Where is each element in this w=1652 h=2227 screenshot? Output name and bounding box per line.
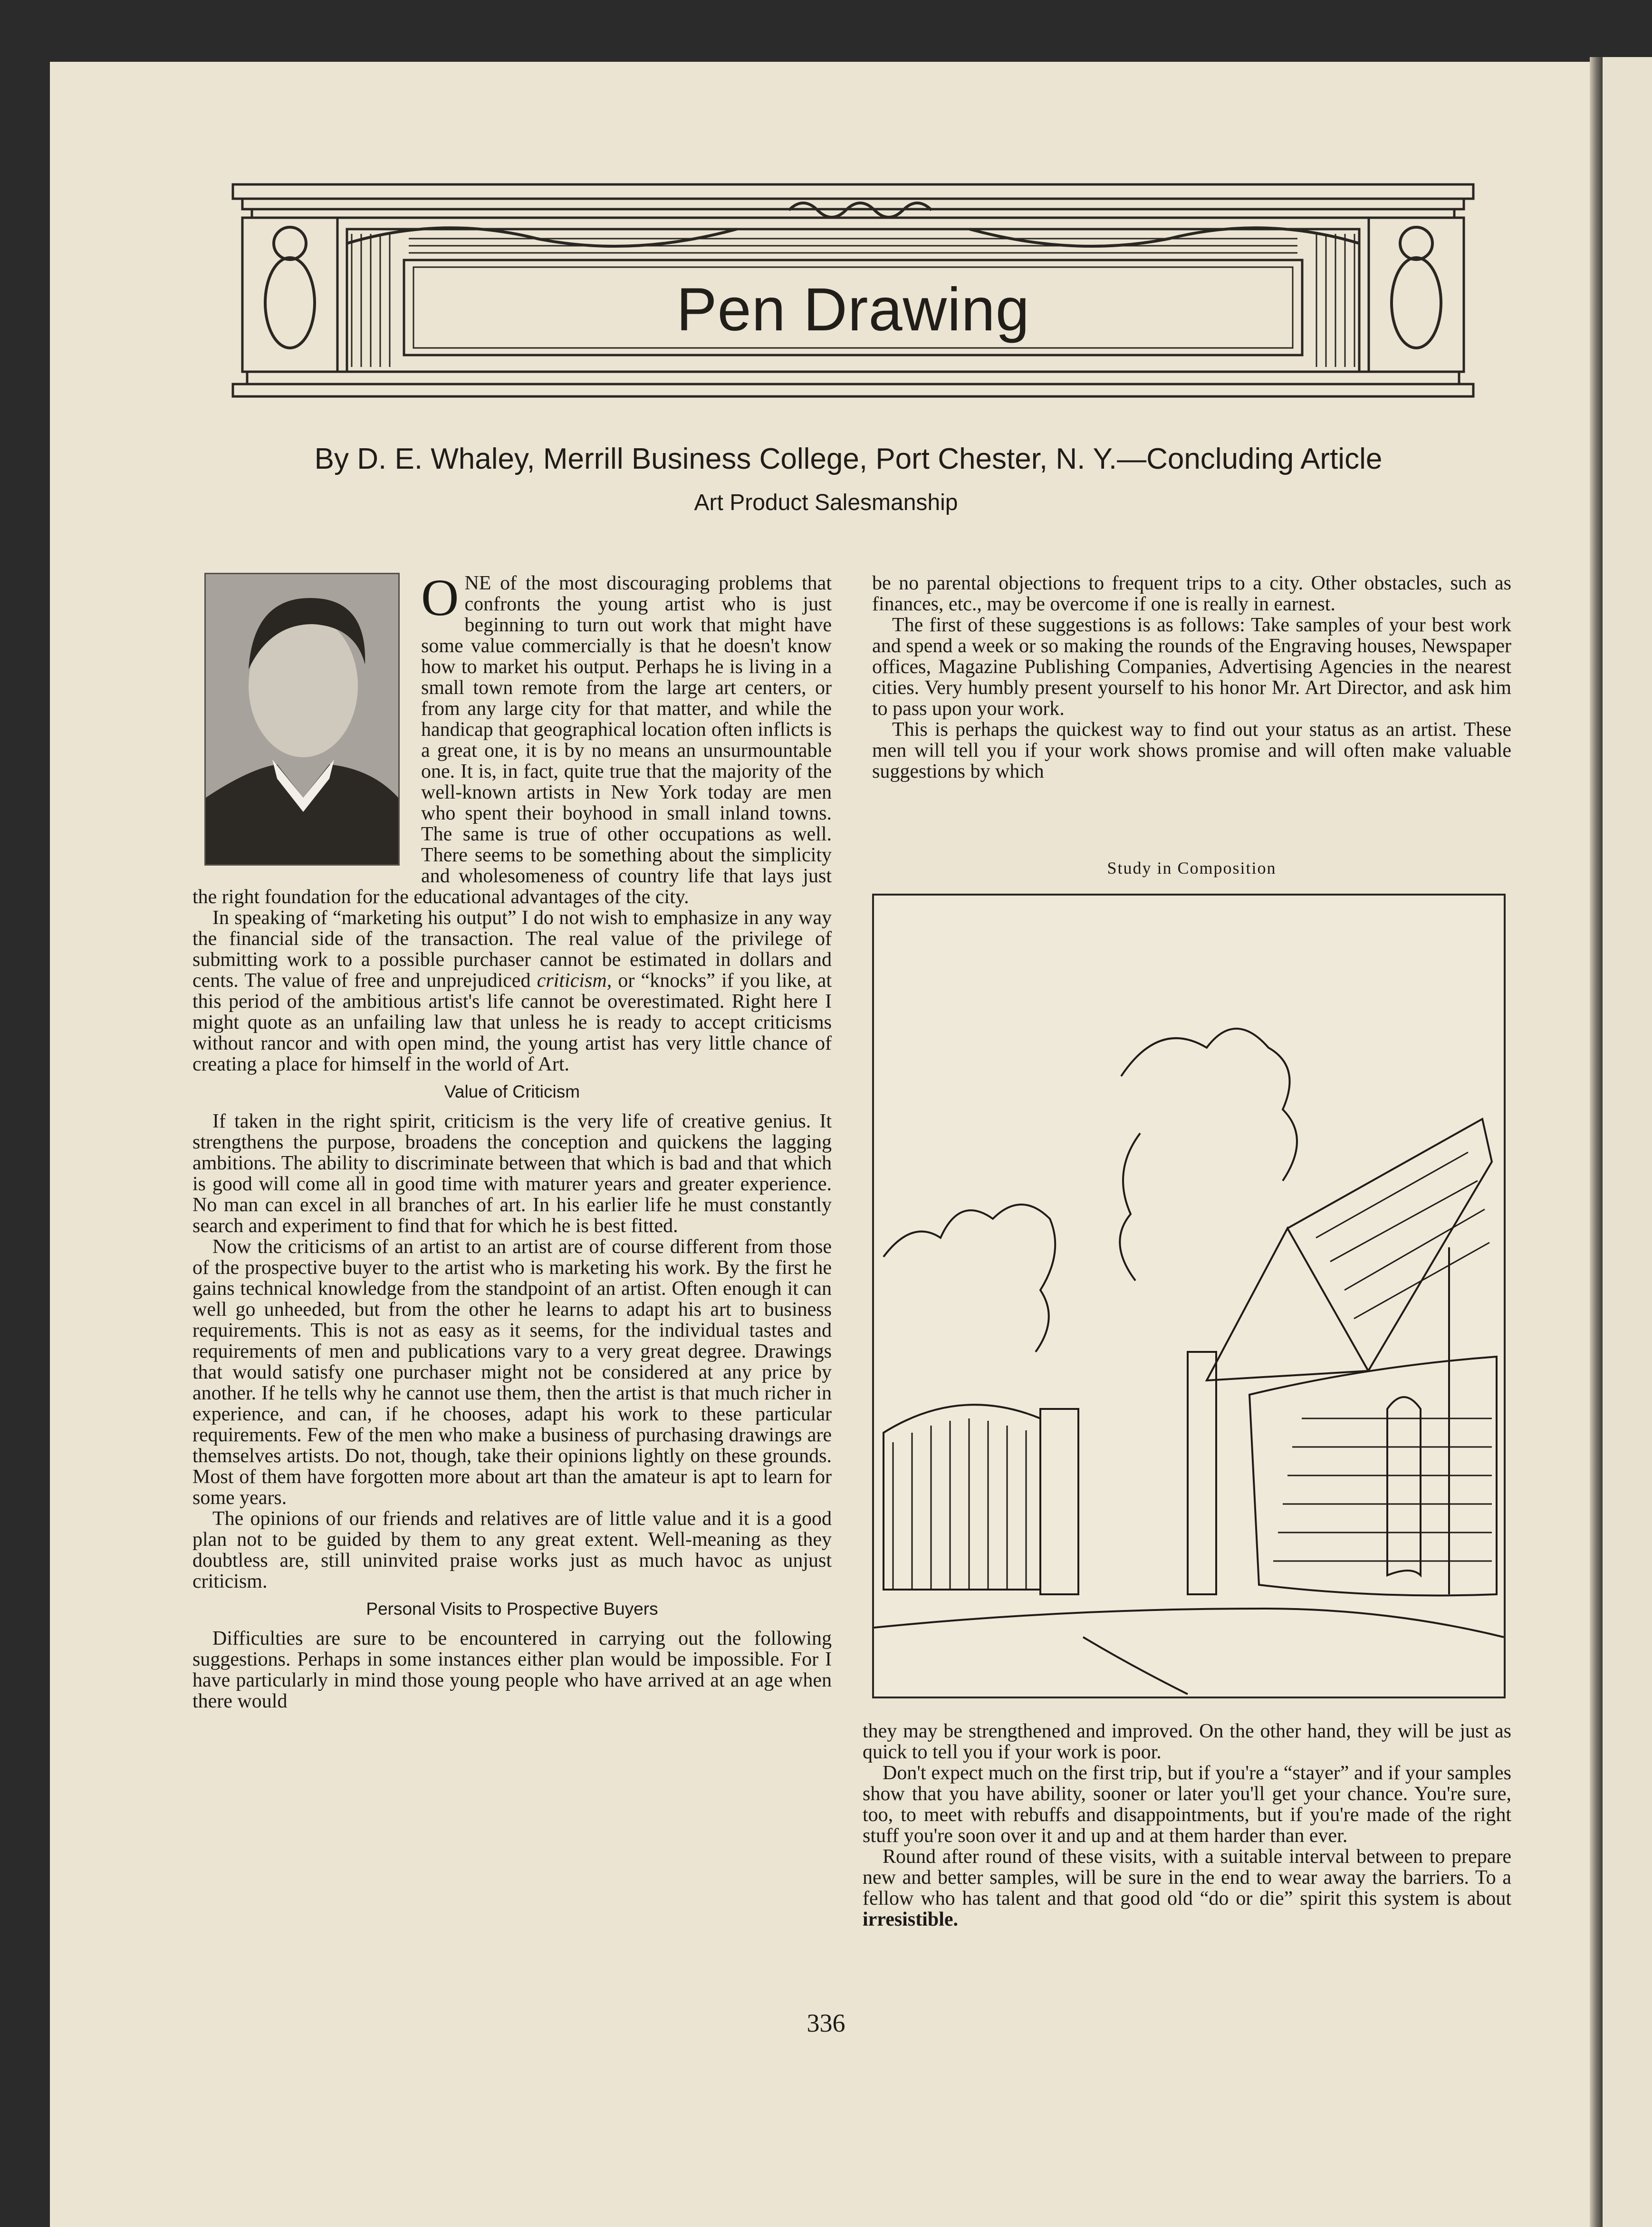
page-number: 336	[807, 2009, 845, 2037]
italic-emphasis: criticism,	[537, 970, 612, 992]
page-gutter	[1590, 57, 1603, 2227]
left-column	[192, 569, 832, 1712]
header-banner	[228, 177, 1478, 404]
paragraph: Now the criticisms of an artist to an artist are of course different from those of the prospective buyer to the artist who is marketing his work. By the first he gains technical knowledge from the standpoint of an artist. Often enough it can well go unheeded, but from the other he learns to adapt his art to business requirements. This is not as easy as it seems, for the individual tastes and requirements of men and publications vary to a very great degree. Drawings that would satisfy one purchaser might not be considered at any price by another. If he tells why he cannot use them, then the artist is that much richer in experience, and can, if he chooses, adapt his work to these particular requirements. Few of the men who make a business of purchasing drawings are themselves artists. Do not, though, take their opinions lightly on these grounds. Most of them have forgotten more about art than the amateur is apt to learn for some years.	[192, 1236, 832, 1509]
paragraph: they may be strengthened and improved. On the other hand, they will be just as quick to tell you if your work is poor.	[863, 1720, 1511, 1763]
article-title: Pen Drawing	[676, 276, 1030, 344]
adjacent-page-edge	[1603, 57, 1652, 2227]
pen-drawing-illustration	[872, 894, 1506, 1698]
illustration-image	[874, 896, 1504, 1697]
article-subtitle: Art Product Salesmanship	[694, 490, 958, 515]
right-column-top	[872, 573, 1511, 782]
bold-emphasis: irresistible.	[863, 1909, 959, 1930]
byline: By D. E. Whaley, Merrill Business College, Port Chester, N. Y.—Concluding Article	[314, 443, 1383, 475]
paragraph: Difficulties are sure to be encountered in carrying out the following suggestions. Perhaps in some instances either plan would be impossible. For I have particularly in mind those young people who have arrived at an age when there would	[192, 1628, 832, 1712]
paragraph: The first of these suggestions is as follows: Take samples of your best work and spend a week or so making the rounds of the Engraving houses, Newspaper offices, Magazine Publishing Companies, Advertising Agencies in the nearest cities. Very humbly present yourself to his honor Mr. Art Director, and ask him to pass upon your work.	[872, 614, 1511, 720]
drop-cap: O	[421, 569, 459, 627]
paragraph: This is perhaps the quickest way to find out your status as an artist. These men will tell you if your work shows promise and will often make valuable suggestions by which	[872, 719, 1511, 782]
paragraph: Round after round of these visits, with a suitable interval between to prepare new and better samples, will be sure in the end to wear away the barriers. To a fellow who has talent and that good old “do or die” spirit this system is about	[863, 1846, 1511, 1909]
portrait-image	[206, 574, 398, 864]
paragraph: The opinions of our friends and relatives are of little value and it is a good plan not to be guided by them to any great extent. Well-meaning as they doubtless are, still uninvited praise works just as much havoc as unjust criticism.	[192, 1508, 832, 1592]
paragraph: Don't expect much on the first trip, but if you're a “stayer” and if your samples show that you have ability, sooner or later you'll get your chance. You're sure, too, to meet with rebuffs and disappointments, but if you're made of the right stuff you're soon over it and up and at them harder than ever.	[863, 1762, 1511, 1847]
paragraph: If taken in the right spirit, criticism is the very life of creative genius. It strengthens the purpose, broadens the conception and quickens the lagging ambitions. The ability to discriminate between that which is bad and that which is good will come all in good time with maturer years and greater experience. No man can excel in all branches of art. In his earlier life he must constantly search and experiment to find that for which he is best fitted.	[192, 1110, 832, 1237]
author-portrait	[204, 573, 400, 866]
paragraph: In speaking of “marketing his output” I do not wish to emphasize in any way the financial side of the transaction. The real value of the privilege of submitting work to a possible purchaser cannot be estimated in dollars and cents. The value of free and unprejudiced	[192, 907, 832, 992]
paragraph: NE of the most discouraging problems that confronts the young artist who is just beginning to turn out work that might have some value commercially is that he doesn't know how to market his output. Perhaps he is living in a small town remote from the large art centers, or from any large city for that matter, and while the handicap that geographical location often inflicts is a great one, it is by no means an unsurmountable one. It is, in fact, quite true that the majority of the well-known artists in New York today are men who spent their boyhood in small inland towns. The same is true of other occupations as well. There seems to be something about the simplicity and wholesomeness of country life that lays just the right foundation for the educational advantages of the city.	[192, 572, 832, 908]
section-heading-value-of-criticism: Value of Criticism	[444, 1082, 580, 1101]
paragraph: or “knocks” if you like, at this period of the ambitious artist's life cannot be overestimated. Right here I might quote as an unfailing law that unless he is ready to accept criticisms without rancor and with open mind, the young artist has very little chance of creating a place for himself in the world of Art.	[192, 970, 832, 1075]
illustration-caption: Study in Composition	[1107, 858, 1277, 877]
paragraph: be no parental objections to frequent trips to a city. Other obstacles, such as finances, etc., may be overcome if one is really in earnest.	[872, 572, 1511, 615]
right-column-bottom	[863, 1721, 1511, 1930]
section-heading-personal-visits: Personal Visits to Prospective Buyers	[366, 1599, 658, 1619]
